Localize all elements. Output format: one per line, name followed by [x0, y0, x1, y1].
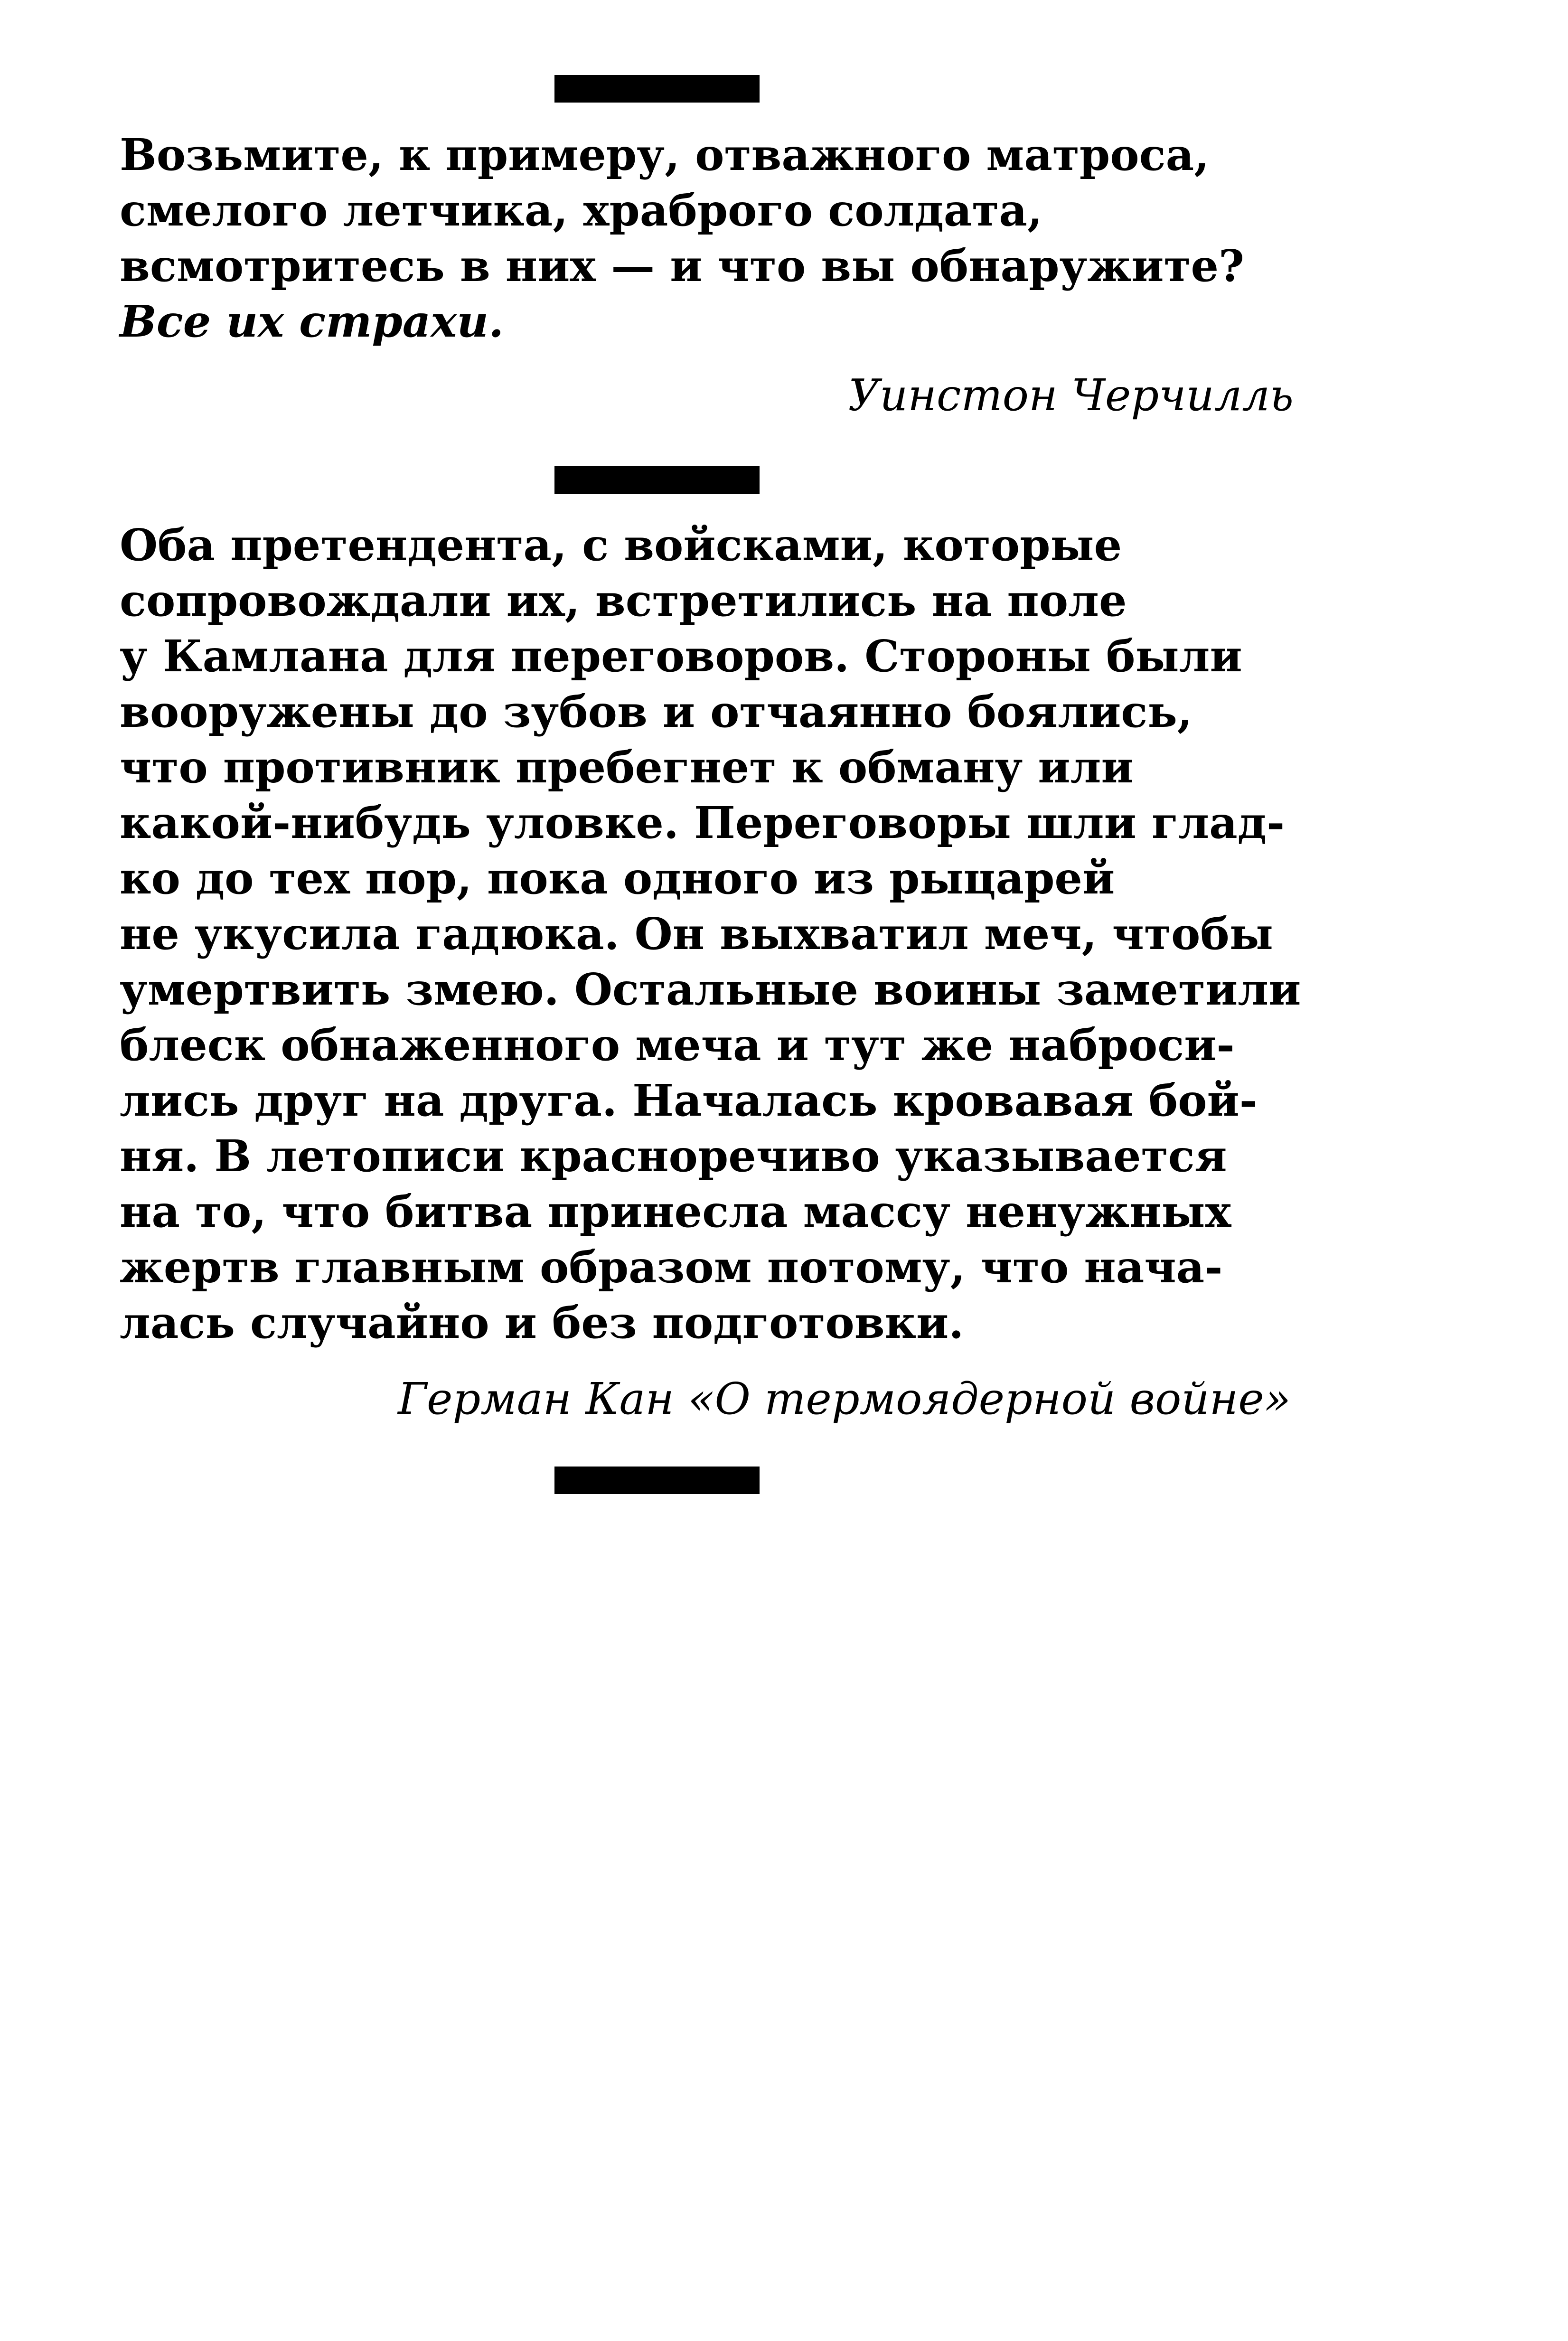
quote-line: Оба претендента, с войсками, которые	[120, 519, 1122, 571]
quote-line: Возьмите, к примеру, отважного матроса,	[120, 129, 1210, 180]
quote-line: у Камлана для переговоров. Стороны были	[120, 630, 1242, 682]
quote-line: всмотритесь в них — и что вы обнаружите?	[120, 240, 1244, 291]
quote-line: ко до тех пор, пока одного из рыцарей	[120, 853, 1115, 904]
quote-line: жертв главным образом потому, что нача-	[120, 1241, 1223, 1293]
section-divider-bottom	[554, 1467, 760, 1494]
quote-line: сопровождали их, встретились на поле	[120, 575, 1127, 626]
quote-line: вооружены до зубов и отчаянно боялись,	[120, 686, 1192, 737]
attribution-churchill: Уинстон Черчилль	[848, 370, 1294, 421]
quote-line: что противник пребегнет к обману или	[120, 742, 1134, 793]
section-divider-middle	[554, 466, 760, 494]
quote-line: лись друг на друга. Началась кровавая бой-	[120, 1075, 1258, 1126]
quote-line: блеск обнаженного меча и тут же наброси-	[120, 1019, 1235, 1071]
quote-line: на то, что битва принесла массу ненужных	[120, 1186, 1231, 1237]
epigraph-kahn	[120, 517, 1325, 1351]
quote-line: лась случайно и без подготовки.	[120, 1297, 964, 1348]
quote-line: смелого летчика, храброго солдата,	[120, 185, 1042, 236]
quote-line: умертвить змею. Остальные воины заметили	[120, 964, 1301, 1015]
epigraph-churchill	[120, 127, 1325, 349]
attribution-kahn: Герман Кан «О термоядерной войне»	[398, 1373, 1291, 1424]
quote-line: не укусила гадюка. Он выхватил меч, чтобы	[120, 908, 1273, 959]
quote-line: ня. В летописи красноречиво указывается	[120, 1130, 1227, 1182]
quote-line: какой-нибудь уловке. Переговоры шли глад-	[120, 797, 1285, 848]
section-divider-top	[554, 75, 760, 103]
quote-line-emphasis: Все их страхи.	[120, 296, 504, 347]
